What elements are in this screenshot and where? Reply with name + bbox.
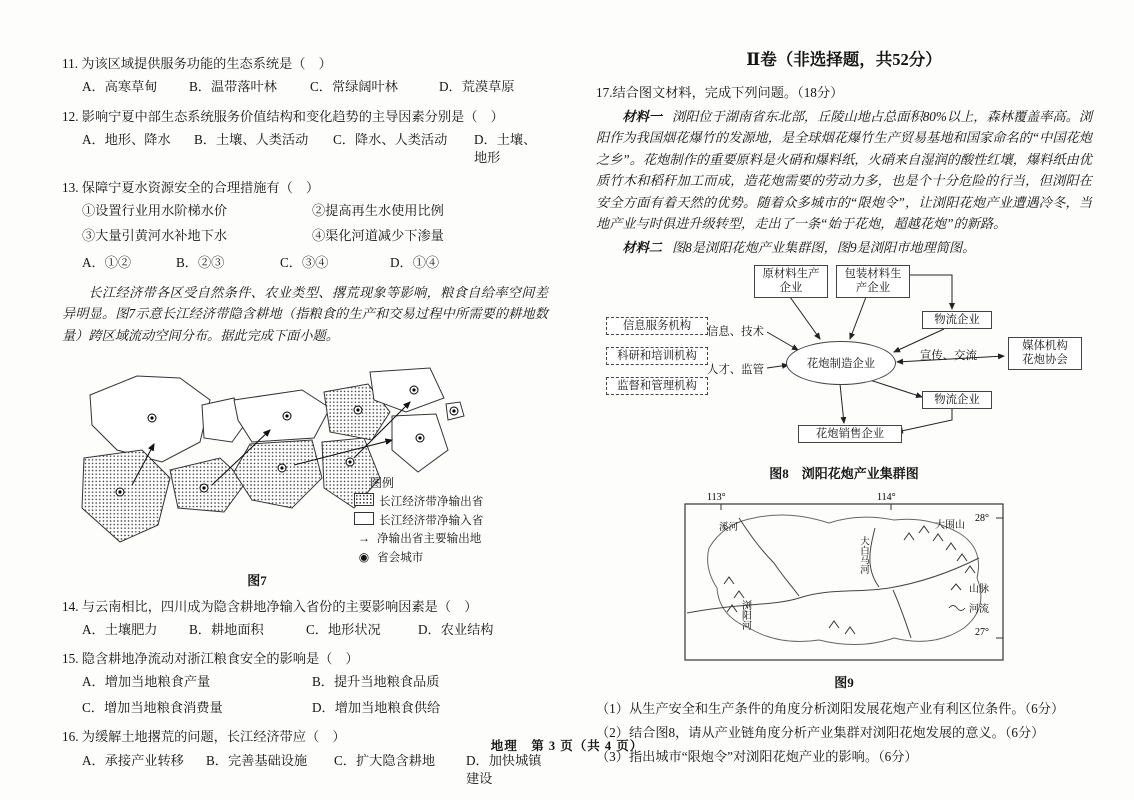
option-a: A．高寒草甸 [82,79,158,95]
question-17-sub-3: （3）指出城市“限炮令”对浏阳花炮产业的影响。（6分） [596,748,918,764]
question-16-stem: 16. 为缓解土地撂荒的问题，长江经济带应（ ） [62,729,346,745]
fig8-node-logistics-bottom: 物流企业 [922,391,992,410]
option-a: A．土壤肥力 [82,621,158,637]
fig9-label-xihe: 溪河 [719,522,739,533]
item-1: ①设置行业用水阶梯水价 [82,202,228,218]
fig9-legend-river: 河流 [969,603,989,615]
fig8-node-sales: 花炮销售企业 [798,425,902,444]
left-column [62,54,548,799]
question-12-stem: 12. 影响宁夏中部生态系统服务价值结构和变化趋势的主导因素分别是（ ） [62,108,504,124]
section-title: Ⅱ卷（非选择题，共52分） [746,50,942,69]
fig8-label-talent: 人才、监管 [707,363,764,376]
figure-7 [62,350,548,589]
question-13-options [82,254,548,272]
question-15-options [82,673,548,717]
fig9-rivers [687,518,979,638]
fig8-node-packaging: 包装材料生产企业 [836,265,910,299]
option-a: A．①② [82,254,132,270]
net-input-swatch [354,512,374,525]
option-c: C．降水、人类活动 [333,131,448,147]
question-17-sub-2: （2）结合图8，请从产业链角度分析产业集群对浏阳花炮发展的意义。（6分） [596,724,1045,740]
fig7-legend-item [354,493,483,509]
right-column [596,46,1092,769]
fig8-node-logistics-top: 物流企业 [922,311,992,330]
option-c: C．扩大隐含耕地 [334,752,436,768]
option-b: B．提升当地粮食品质 [312,674,440,690]
fig7-legend-item [354,549,483,565]
material-1-text: 浏阳位于湖南省东北部，丘陵山地占总面积80%以上，森林覆盖率高。浏阳作为我国烟花爆竹的发源地，是全球烟花爆竹生产贸易基地和国家命名的“中国花炮之乡”。花炮制作的重要原料是火硝和爆料纸，火硝来自湿润的酸性红壤，爆料纸由优质竹木和稻秆加工而成，造花炮需要的劳动力多，也是个十分危险的行当，但浏阳在安全方面有着天然的优势。随着众多城市的“限炮令”，让浏阳花炮产业遭遇冷冬，当地产业与时俱进升级转型，走出了一条“始于花炮，超越花炮”的新路。 [596,109,1093,231]
item-4: ④渠化河道减少下渗量 [312,228,444,244]
fig8-node-media: 媒体机构 [1022,339,1068,352]
fig7-legend-title: 图例 [370,475,395,490]
capital-city-icon: ◉ [358,549,370,564]
fig8-node-manufacturer: 花炮制造企业 [786,341,896,385]
question-12-options [82,131,548,168]
fig8-label-info-tech: 信息、技术 [707,325,764,338]
option-b: B．土壤、人类活动 [194,131,309,147]
item-2: ②提高再生水使用比例 [312,202,444,218]
question-13-items [82,202,548,246]
question-11-stem: 11. 为该区域提供服务功能的生态系统是（ ） [62,56,332,71]
option-d: D．农业结构 [418,621,494,637]
legend-label: 长江经济带净输出省 [379,495,484,509]
legend-label: 省会城市 [377,550,424,564]
question-14-options [82,621,548,639]
option-b: B．完善基础设施 [206,752,308,768]
option-c: C．地形状况 [306,621,381,637]
fig8-label-publicity: 宣传、交流 [920,349,977,362]
option-d: D．①④ [390,254,440,270]
fig8-node-association: 花炮协会 [1022,354,1068,367]
fig9-legend-mountain: 山脉 [969,583,989,595]
fig9-mountains [724,526,975,634]
option-d: D．土壤、地形 [474,131,537,166]
fig9-lon-113: 113° [707,491,726,503]
fig9-lon-114: 114° [877,491,896,503]
option-a: A．增加当地粮食产量 [82,674,211,690]
fig7-caption: 图7 [247,572,267,588]
fig8-node-research-training: 科研和培训机构 [606,347,708,366]
net-output-swatch [354,493,374,506]
page-footer: 地理 第 3 页（共 4 页） [490,739,644,753]
figure-8 [604,265,1084,459]
option-a: A．承接产业转移 [82,752,184,768]
fig8-node-raw-material: 原材料生产企业 [754,265,828,299]
fig8-node-media-association [1008,337,1082,371]
fig9-lat-28: 28° [975,512,989,524]
fig7-legend-item [354,512,483,528]
fig8-caption: 图8 浏阳花炮产业集群图 [769,465,919,481]
figure-9 [596,488,1092,691]
option-b: B．耕地面积 [189,621,264,637]
question-11-options [82,78,548,96]
fig8-node-info-service: 信息服务机构 [606,317,708,336]
question-16-options [82,752,548,789]
fig7-legend [354,474,483,568]
question-13-stem: 13. 保障宁夏水资源安全的合理措施有（ ） [62,179,320,195]
material-1-label: 材料一 [622,109,662,124]
fig9-caption: 图9 [834,674,854,690]
material-2 [596,237,1092,258]
legend-label: 净输出省主要输出地 [377,532,482,546]
material-1 [596,106,1092,234]
option-b: B．温带落叶林 [189,79,277,95]
option-a: A．地形、降水 [82,131,171,147]
question-17-intro: 17.结合图文材料，完成下列问题。（18分） [596,85,844,100]
fig9-label-liuyang-river: 浏阳河 [739,599,751,630]
legend-label: 长江经济带净输入省 [379,513,484,527]
item-3: ③大量引黄河水补地下水 [82,228,228,244]
fig7-legend-item [354,530,483,546]
question-14-stem: 14. 与云南相比，四川成为隐含耕地净输入省份的主要影响因素是（ ） [62,598,478,614]
option-c: C．增加当地粮食消费量 [82,699,223,715]
fig9-label-daweishan: 大围山 [935,519,965,531]
reading-passage: 长江经济带各区受自然条件、农业类型、撂荒现象等影响，粮食自给率空间差异明显。图7示意长江经济带隐含耕地（指粮食的生产和交易过程中所需要的耕地数量）跨区域流动空间分布。据此完成下面小题。 [62,285,548,343]
material-2-label: 材料二 [622,240,662,256]
material-2-text: 图8是浏阳花炮产业集群图，图9是浏阳市地理简图。 [671,240,976,256]
fig8-node-supervision: 监督和管理机构 [606,377,708,396]
option-c: C．常绿阔叶林 [310,79,398,95]
fig9-lat-27: 27° [975,626,989,638]
option-b: B．②③ [176,254,225,270]
fig9-legend [949,582,989,615]
flow-arrow-icon: → [358,531,370,546]
fig9-label-mid-river: 大白马河 [858,535,868,574]
option-d: D．增加当地粮食供给 [312,699,441,715]
question-17-sub-1: （1）从生产安全和生产条件的角度分析浏阳发展花炮产业有利区位条件。（6分） [596,700,1065,716]
fig9-map [679,488,1009,666]
option-d: D．荒漠草原 [439,79,515,95]
option-c: C．③④ [280,254,329,270]
question-15-stem: 15. 隐含耕地净流动对浙江粮食安全的影响是（ ） [62,651,359,667]
option-d: D．加快城镇建设 [466,752,542,787]
